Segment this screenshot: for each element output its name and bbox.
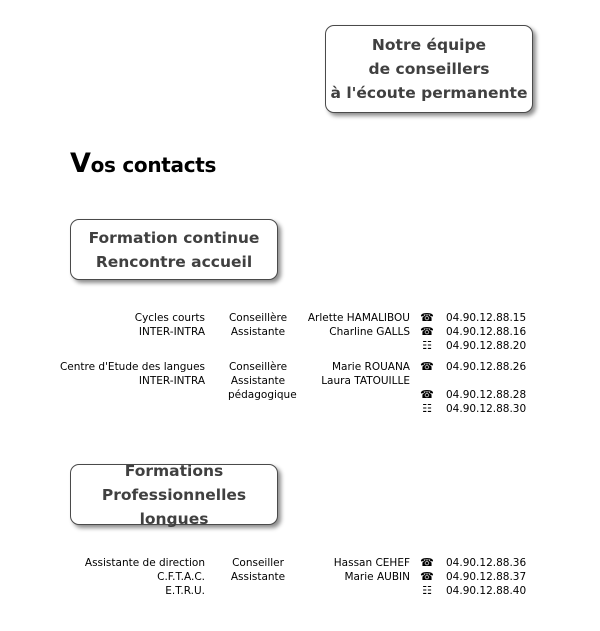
contact-category: Cycles courts xyxy=(134,312,205,324)
contact-phone: 04.90.12.88.28 xyxy=(446,389,527,401)
team-callout-box xyxy=(325,25,533,113)
phone-icon: ☎ xyxy=(420,388,434,401)
contact-name: Marie ROUANA xyxy=(332,361,410,373)
contact-role: Assistante xyxy=(230,375,286,387)
contact-category: E.T.R.U. xyxy=(165,585,205,597)
contact-role: Conseillère xyxy=(228,312,288,324)
contact-phone: 04.90.12.88.37 xyxy=(446,571,527,583)
fax-icon: ☷ xyxy=(422,584,432,597)
contact-phone: 04.90.12.88.16 xyxy=(446,326,527,338)
contact-name: Marie AUBIN xyxy=(344,571,410,583)
fax-icon: ☷ xyxy=(422,402,432,415)
contact-category: Centre d'Etude des langues xyxy=(59,361,205,373)
contact-role: Assistante xyxy=(230,326,286,338)
contact-name: Laura TATOUILLE xyxy=(321,375,410,387)
contact-phone: 04.90.12.88.40 xyxy=(446,585,527,597)
phone-icon: ☎ xyxy=(420,311,434,324)
contact-phone: 04.90.12.88.30 xyxy=(446,403,527,415)
contact-name: Arlette HAMALIBOU xyxy=(307,312,410,324)
contact-role: Conseiller xyxy=(232,557,284,569)
phone-icon: ☎ xyxy=(420,570,434,583)
contact-category: Assistante de direction xyxy=(84,557,205,569)
section-title-line: Professionnelles longues xyxy=(101,485,247,528)
contact-phone: 04.90.12.88.36 xyxy=(446,557,527,569)
section-title-line: Rencontre accueil xyxy=(95,252,253,271)
contact-name: Charline GALLS xyxy=(329,326,410,338)
contact-role: Assistante xyxy=(230,571,286,583)
section-title-formations-professionnelles xyxy=(70,461,278,528)
contact-category: C.F.T.A.C. xyxy=(157,571,205,583)
contact-role: pédagogique xyxy=(228,389,297,401)
contact-category: INTER-INTRA xyxy=(138,375,205,387)
contact-phone: 04.90.12.88.26 xyxy=(446,361,527,373)
contact-phone: 04.90.12.88.15 xyxy=(446,312,527,324)
phone-icon: ☎ xyxy=(420,360,434,373)
section-title-formation-continue xyxy=(70,219,278,280)
section-title-line: Formation continue xyxy=(88,228,260,247)
phone-icon: ☎ xyxy=(420,556,434,569)
page-title xyxy=(70,148,216,179)
page-title-rest: os contacts xyxy=(90,153,217,177)
team-callout-line: de conseillers xyxy=(368,60,490,78)
phone-icon: ☎ xyxy=(420,325,434,338)
contact-name: Hassan CEHEF xyxy=(333,557,410,569)
team-callout-line: Notre équipe xyxy=(371,36,487,54)
contact-role: Conseillère xyxy=(228,361,288,373)
fax-icon: ☷ xyxy=(422,339,432,352)
team-callout-line: à l'écoute permanente xyxy=(330,84,528,102)
page-title-initial: V xyxy=(70,148,91,179)
contact-category: INTER-INTRA xyxy=(138,326,205,338)
contact-phone: 04.90.12.88.20 xyxy=(446,340,527,352)
section-title-line: Formations xyxy=(124,461,224,480)
